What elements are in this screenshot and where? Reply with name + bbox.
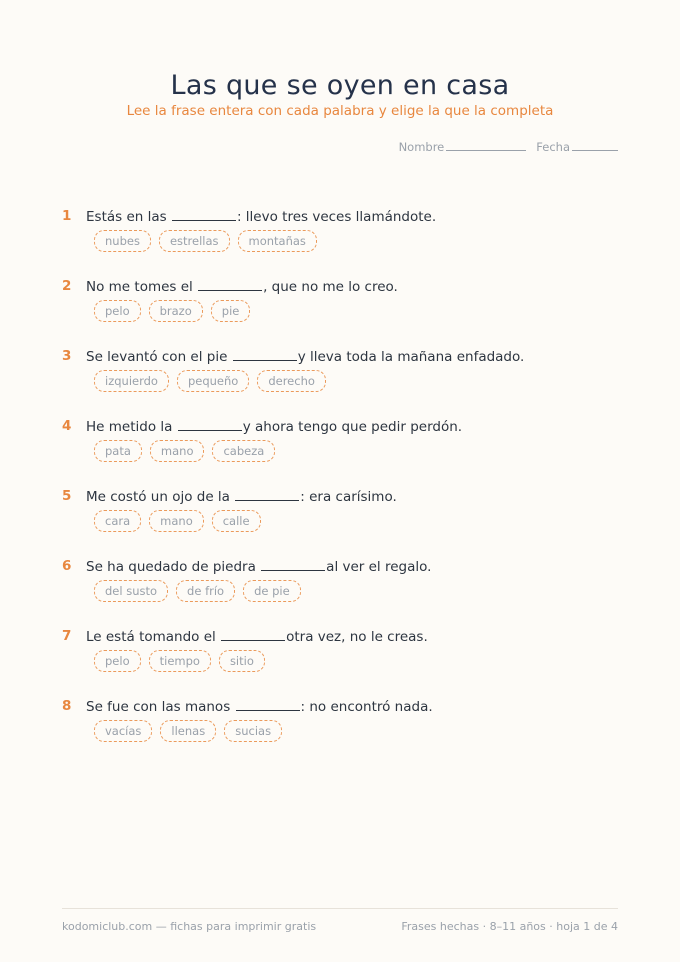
name-line — [446, 139, 526, 151]
option-chip[interactable]: pie — [211, 300, 251, 322]
date-label: Fecha — [536, 140, 570, 154]
option-chip[interactable]: mano — [149, 510, 204, 532]
sentence-after: : era carísimo. — [300, 489, 397, 505]
exercise-number: 4 — [62, 418, 72, 434]
answer-blank[interactable] — [198, 278, 262, 291]
sentence-after: : llevo tres veces llamándote. — [236, 209, 437, 225]
footer-site: kodomiclub.com — fichas para imprimir gratis — [62, 920, 317, 933]
option-chip[interactable]: pata — [94, 440, 142, 462]
option-chip[interactable]: pequeño — [177, 370, 249, 392]
exercise-sentence — [86, 488, 397, 505]
exercise-number: 7 — [62, 628, 72, 644]
exercise-number: 2 — [62, 278, 72, 294]
page-subtitle: Lee la frase entera con cada palabra y elige la que la completa — [126, 103, 554, 119]
exercise-sentence — [86, 628, 428, 645]
option-chip[interactable]: tiempo — [149, 650, 211, 672]
option-chip[interactable]: estrellas — [159, 230, 230, 252]
option-chip[interactable]: cabeza — [212, 440, 275, 462]
exercise-number: 3 — [62, 348, 72, 364]
sentence-before: Se ha quedado de piedra — [86, 559, 256, 575]
name-field[interactable] — [399, 139, 527, 154]
option-chip[interactable]: derecho — [257, 370, 326, 392]
sentence-after: : no encontró nada. — [300, 699, 433, 715]
option-chip[interactable]: sitio — [219, 650, 265, 672]
sentence-after: al ver el regalo. — [326, 559, 432, 575]
date-field[interactable] — [536, 139, 618, 154]
answer-blank[interactable] — [178, 418, 242, 431]
sentence-before: Se levantó con el pie — [86, 349, 228, 365]
sentence-before: Estás en las — [86, 209, 167, 225]
answer-blank[interactable] — [236, 698, 300, 711]
option-chip[interactable]: cara — [94, 510, 141, 532]
option-chip[interactable]: llenas — [160, 720, 216, 742]
exercise-sentence — [86, 698, 433, 715]
sentence-after: y lleva toda la mañana enfadado. — [297, 349, 525, 365]
option-list — [94, 370, 326, 392]
sentence-after: otra vez, no le creas. — [286, 629, 428, 645]
exercise-sentence — [86, 348, 524, 365]
date-line — [572, 139, 618, 151]
option-list — [94, 720, 282, 742]
exercise-sentence — [86, 418, 462, 435]
answer-blank[interactable] — [235, 488, 299, 501]
exercise-sentence — [86, 558, 431, 575]
option-chip[interactable]: vacías — [94, 720, 152, 742]
option-chip[interactable]: sucias — [224, 720, 282, 742]
sentence-before: Se fue con las manos — [86, 699, 231, 715]
option-chip[interactable]: pelo — [94, 650, 141, 672]
option-list — [94, 300, 250, 322]
sentence-after: , que no me lo creo. — [263, 279, 398, 295]
answer-blank[interactable] — [221, 628, 285, 641]
exercise-number: 1 — [62, 208, 72, 224]
exercise-sentence — [86, 278, 398, 295]
sentence-before: No me tomes el — [86, 279, 193, 295]
option-list — [94, 230, 317, 252]
option-chip[interactable]: izquierdo — [94, 370, 169, 392]
exercise-number: 5 — [62, 488, 72, 504]
exercise-sentence — [86, 208, 436, 225]
sentence-before: Le está tomando el — [86, 629, 216, 645]
exercise-number: 8 — [62, 698, 72, 714]
sentence-before: Me costó un ojo de la — [86, 489, 230, 505]
answer-blank[interactable] — [172, 208, 236, 221]
option-list — [94, 650, 265, 672]
option-list — [94, 440, 275, 462]
option-chip[interactable]: pelo — [94, 300, 141, 322]
footer-divider — [62, 908, 618, 909]
footer-page-info: Frases hechas · 8–11 años · hoja 1 de 4 — [401, 920, 618, 933]
sentence-before: He metido la — [86, 419, 173, 435]
option-chip[interactable]: montañas — [238, 230, 317, 252]
option-chip[interactable]: de frío — [176, 580, 235, 602]
exercise-number: 6 — [62, 558, 72, 574]
sentence-after: y ahora tengo que pedir perdón. — [242, 419, 463, 435]
option-chip[interactable]: nubes — [94, 230, 151, 252]
answer-blank[interactable] — [233, 348, 297, 361]
name-label: Nombre — [398, 140, 445, 154]
name-date-fields — [399, 139, 618, 154]
option-chip[interactable]: calle — [212, 510, 261, 532]
option-chip[interactable]: de pie — [243, 580, 301, 602]
option-chip[interactable]: brazo — [149, 300, 203, 322]
option-list — [94, 580, 301, 602]
option-chip[interactable]: mano — [150, 440, 205, 462]
option-chip[interactable]: del susto — [94, 580, 168, 602]
option-list — [94, 510, 261, 532]
answer-blank[interactable] — [261, 558, 325, 571]
page-title: Las que se oyen en casa — [170, 70, 510, 102]
